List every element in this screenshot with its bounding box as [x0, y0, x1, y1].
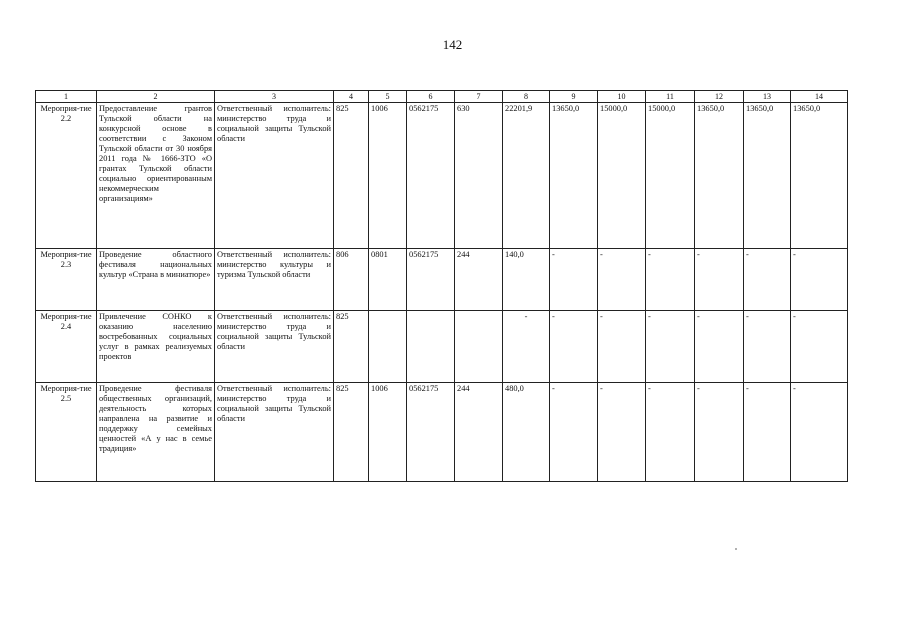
- responsible-executor: Ответственный исполнитель: министерство труда и социальной защиты Тульской области: [215, 103, 334, 249]
- cell-c9: -: [550, 383, 598, 482]
- cell-c11: -: [646, 249, 695, 311]
- column-number: 3: [215, 91, 334, 103]
- cell-c11: -: [646, 311, 695, 383]
- cell-c7: 244: [455, 383, 503, 482]
- cell-c12: -: [695, 311, 744, 383]
- cell-c8: 22201,9: [503, 103, 550, 249]
- table-row: [36, 249, 848, 311]
- column-number: 2: [97, 91, 215, 103]
- cell-c10: -: [598, 311, 646, 383]
- cell-c14: -: [791, 383, 848, 482]
- measure-description: Проведение фестиваля общественных организаций, деятельность которых направлена на развитие и поддержку семейных ценностей «А у нас в семье традиция»: [97, 383, 215, 482]
- table-row: [36, 311, 848, 383]
- column-number: 12: [695, 91, 744, 103]
- cell-c8: -: [503, 311, 550, 383]
- column-number: 4: [334, 91, 369, 103]
- cell-c10: -: [598, 249, 646, 311]
- cell-c12: 13650,0: [695, 103, 744, 249]
- cell-c7: [455, 311, 503, 383]
- responsible-executor: Ответственный исполнитель: министерство труда и социальной защиты Тульской области: [215, 311, 334, 383]
- column-number: 9: [550, 91, 598, 103]
- page-number: 142: [442, 37, 463, 52]
- measure-label: Мероприя-тие 2.2: [36, 103, 97, 249]
- scan-speck: [735, 548, 737, 550]
- cell-c12: -: [695, 249, 744, 311]
- cell-c13: -: [744, 311, 791, 383]
- measure-label: Мероприя-тие 2.4: [36, 311, 97, 383]
- cell-c9: -: [550, 249, 598, 311]
- measure-description: Проведение областного фестиваля национальных культур «Страна в миниатюре»: [97, 249, 215, 311]
- cell-c4: 825: [334, 103, 369, 249]
- cell-c5: 1006: [369, 383, 407, 482]
- cell-c6: [407, 311, 455, 383]
- cell-c14: -: [791, 311, 848, 383]
- column-number: 6: [407, 91, 455, 103]
- cell-c4: 806: [334, 249, 369, 311]
- column-number: 14: [791, 91, 848, 103]
- cell-c11: -: [646, 383, 695, 482]
- column-number: 5: [369, 91, 407, 103]
- cell-c9: -: [550, 311, 598, 383]
- column-number: 13: [744, 91, 791, 103]
- measure-label: Мероприя-тие 2.3: [36, 249, 97, 311]
- cell-c6: 0562175: [407, 249, 455, 311]
- column-number: 7: [455, 91, 503, 103]
- budget-table: [35, 90, 848, 482]
- table-row: [36, 383, 848, 482]
- measure-label: Мероприя-тие 2.5: [36, 383, 97, 482]
- cell-c13: -: [744, 383, 791, 482]
- cell-c4: 825: [334, 311, 369, 383]
- cell-c7: 244: [455, 249, 503, 311]
- cell-c10: 15000,0: [598, 103, 646, 249]
- column-number: 1: [36, 91, 97, 103]
- cell-c14: -: [791, 249, 848, 311]
- cell-c13: 13650,0: [744, 103, 791, 249]
- cell-c6: 0562175: [407, 103, 455, 249]
- responsible-executor: Ответственный исполнитель: министерство культуры и туризма Тульской области: [215, 249, 334, 311]
- measure-description: Предоставление грантов Тульской области на конкурсной основе в соответствии с Законом Тульской области от 30 ноября 2011 года № 1666-ЗТО «О грантах Тульской области социально ориентированным некоммерческим организациям»: [97, 103, 215, 249]
- responsible-executor: Ответственный исполнитель: министерство труда и социальной защиты Тульской области: [215, 383, 334, 482]
- cell-c5: 0801: [369, 249, 407, 311]
- column-number: 8: [503, 91, 550, 103]
- cell-c13: -: [744, 249, 791, 311]
- cell-c11: 15000,0: [646, 103, 695, 249]
- table-row: [36, 103, 848, 249]
- cell-c7: 630: [455, 103, 503, 249]
- cell-c6: 0562175: [407, 383, 455, 482]
- column-number: 10: [598, 91, 646, 103]
- column-number-row: [36, 91, 848, 103]
- column-number: 11: [646, 91, 695, 103]
- cell-c9: 13650,0: [550, 103, 598, 249]
- cell-c10: -: [598, 383, 646, 482]
- cell-c14: 13650,0: [791, 103, 848, 249]
- measure-description: Привлечение СОНКО к оказанию населению востребованных социальных услуг в рамках реализуемых проектов: [97, 311, 215, 383]
- cell-c4: 825: [334, 383, 369, 482]
- cell-c8: 480,0: [503, 383, 550, 482]
- cell-c12: -: [695, 383, 744, 482]
- cell-c8: 140,0: [503, 249, 550, 311]
- cell-c5: [369, 311, 407, 383]
- cell-c5: 1006: [369, 103, 407, 249]
